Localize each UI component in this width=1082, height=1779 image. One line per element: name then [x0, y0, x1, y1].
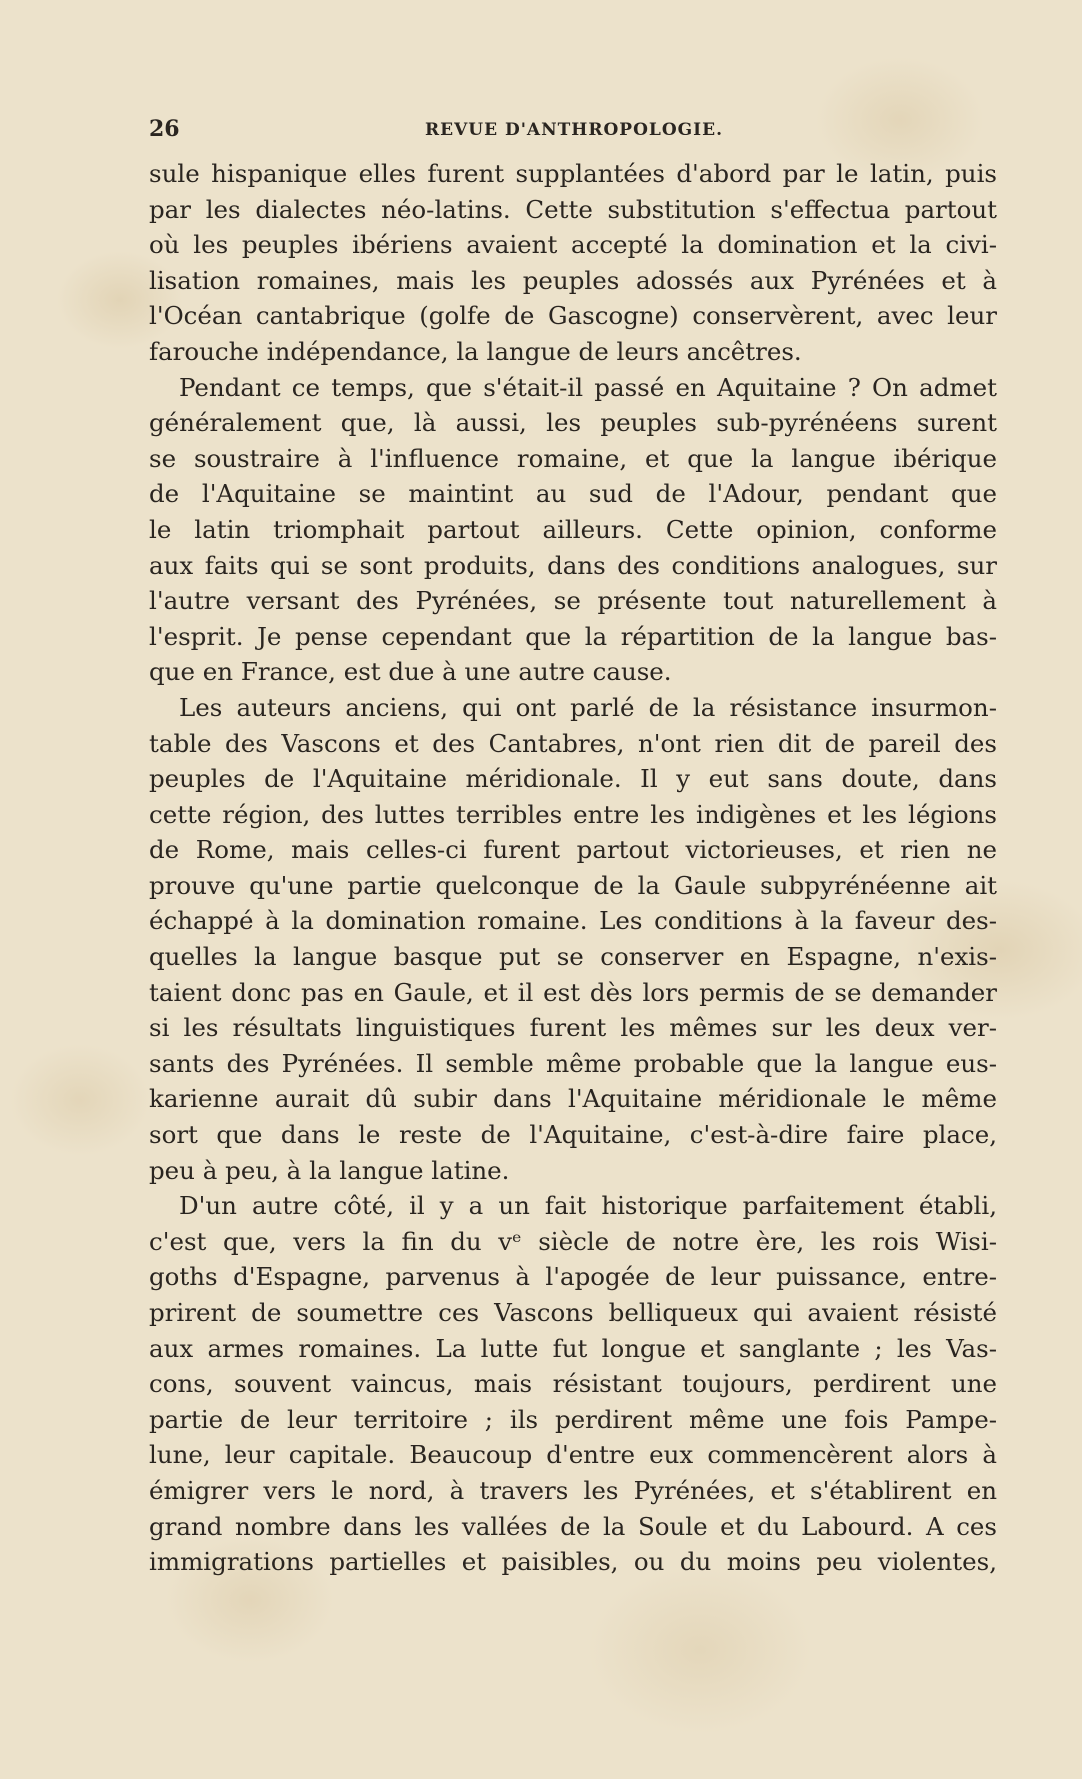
text-line: le latin triomphait partout ailleurs. Cette opinion, conforme — [149, 514, 997, 544]
text-line: aux faits qui se sont produits, dans des conditions analogues, sur — [149, 550, 997, 580]
text-line: de l'Aquitaine se maintint au sud de l'Adour, pendant que — [149, 479, 997, 509]
text-line: de Rome, mais celles-ci furent partout victorieuses, et rien ne — [149, 835, 997, 865]
text-line: l'autre versant des Pyrénées, se présente tout naturellement à — [149, 586, 997, 616]
text-line: partie de leur territoire ; ils perdirent même une fois Pampe- — [149, 1404, 997, 1434]
text-line: généralement que, là aussi, les peuples sub-pyrénéens surent — [149, 408, 997, 438]
text-line: taient donc pas en Gaule, et il est dès lors permis de se demander — [149, 977, 997, 1007]
page-number: 26 — [149, 116, 180, 142]
text-line: prouve qu'une partie quelconque de la Gaule subpyrénéenne ait — [149, 870, 997, 900]
body-text — [149, 156, 997, 1580]
text-line: lisation romaines, mais les peuples adossés aux Pyrénées et à — [149, 265, 997, 295]
text-line: c'est que, vers la fin du vᵉ siècle de notre ère, les rois Wisi- — [149, 1226, 997, 1256]
text-line: cons, souvent vaincus, mais résistant toujours, perdirent une — [149, 1369, 997, 1399]
text-line: échappé à la domination romaine. Les conditions à la faveur des- — [149, 906, 997, 936]
text-line: où les peuples ibériens avaient accepté la domination et la civi- — [149, 230, 997, 260]
text-line: par les dialectes néo-latins. Cette substitution s'effectua partout — [149, 194, 997, 224]
text-line: si les résultats linguistiques furent les mêmes sur les deux ver- — [149, 1013, 997, 1043]
text-line: farouche indépendance, la langue de leurs ancêtres. — [149, 336, 802, 366]
page-header — [149, 112, 999, 152]
text-line: D'un autre côté, il y a un fait historique parfaitement établi, — [179, 1191, 997, 1221]
text-line: se soustraire à l'influence romaine, et que la langue ibérique — [149, 443, 997, 473]
text-line: grand nombre dans les vallées de la Soule et du Labourd. A ces — [149, 1511, 997, 1541]
text-line: peu à peu, à la langue latine. — [149, 1155, 510, 1185]
text-line: lune, leur capitale. Beaucoup d'entre eux commencèrent alors à — [149, 1440, 997, 1470]
text-line: cette région, des luttes terribles entre les indigènes et les légions — [149, 799, 997, 829]
text-line: que en France, est due à une autre cause. — [149, 657, 672, 687]
text-line: l'Océan cantabrique (golfe de Gascogne) conservèrent, avec leur — [149, 301, 997, 331]
text-line: émigrer vers le nord, à travers les Pyrénées, et s'établirent en — [149, 1475, 997, 1505]
text-line: l'esprit. Je pense cependant que la répartition de la langue bas- — [149, 621, 997, 651]
text-line: Pendant ce temps, que s'était-il passé en Aquitaine ? On admet — [179, 372, 997, 402]
text-line: Les auteurs anciens, qui ont parlé de la résistance insurmon- — [179, 692, 997, 722]
text-line: prirent de soumettre ces Vascons belliqueux qui avaient résisté — [149, 1298, 997, 1327]
text-line: table des Vascons et des Cantabres, n'ont rien dit de pareil des — [149, 728, 997, 758]
text-line: sants des Pyrénées. Il semble même probable que la langue eus- — [149, 1048, 997, 1078]
text-line: immigrations partielles et paisibles, ou du moins peu violentes, — [149, 1547, 997, 1577]
text-line: peuples de l'Aquitaine méridionale. Il y eut sans doute, dans — [149, 764, 997, 794]
text-line: quelles la langue basque put se conserver en Espagne, n'exis- — [149, 942, 997, 972]
running-title: REVUE D'ANTHROPOLOGIE. — [424, 120, 723, 140]
text-line: aux armes romaines. La lutte fut longue et sanglante ; les Vas- — [149, 1333, 997, 1363]
text-line: karienne aurait dû subir dans l'Aquitaine méridionale le même — [149, 1084, 997, 1114]
text-line: goths d'Espagne, parvenus à l'apogée de leur puissance, entre- — [149, 1262, 997, 1292]
text-line: sule hispanique elles furent supplantées d'abord par le latin, puis — [149, 159, 997, 188]
text-line: sort que dans le reste de l'Aquitaine, c'est-à-dire faire place, — [149, 1120, 997, 1150]
